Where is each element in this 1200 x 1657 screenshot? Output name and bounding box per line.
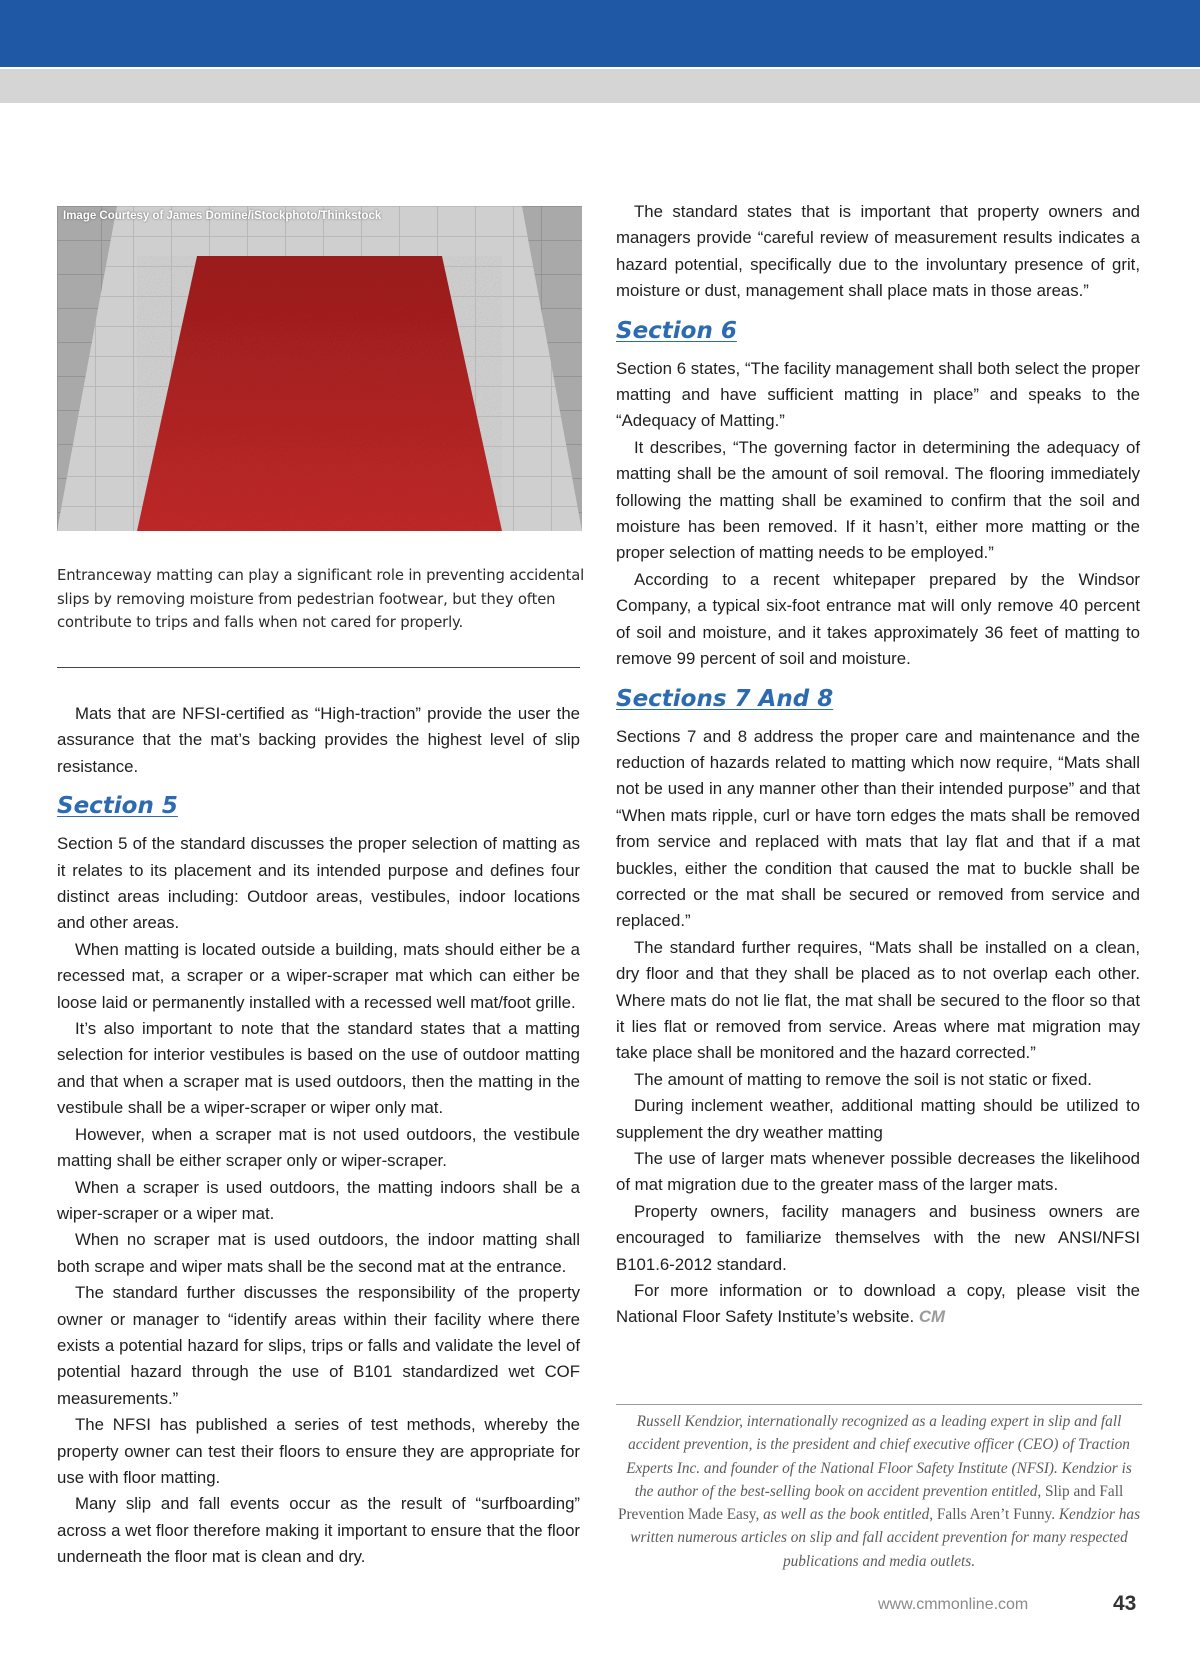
body-paragraph: The use of larger mats whenever possible decreases the likelihood of mat migration due to the greater mass of the larger mats. (616, 1149, 1140, 1195)
section-6-heading: Section 6 (616, 317, 737, 344)
body-paragraph: Many slip and fall events occur as the result of “surfboarding” across a wet floor therefore making it important to ensure that the floor underneath the floor mat is clean and dry. (57, 1494, 580, 1567)
body-paragraph: When matting is located outside a building, mats should either be a recessed mat, a scraper or a wiper-scraper mat which can either be loose laid or permanently installed with a recessed well mat/foot grille. (57, 939, 580, 1012)
bio-divider (616, 1404, 1142, 1405)
body-paragraph: Section 6 states, “The facility management shall both select the proper matting and have sufficient matting in place” and speaks to the “Adequacy of Matting.” (616, 358, 1140, 431)
photo-credit: Image Courtesy of James Domine/iStockphoto/Thinkstock (63, 210, 382, 222)
footer-url: www.cmmonline.com (878, 1596, 1029, 1613)
left-column (57, 701, 580, 1571)
caption-divider (57, 667, 580, 668)
body-paragraph: The NFSI has published a series of test methods, whereby the property owner can test their floors to ensure they are appropriate for use with floor matting. (57, 1415, 580, 1487)
photo-caption: Entranceway matting can play a significant role in preventing accidental slips by removing moisture from pedestrian footwear, but they often contribute to trips and falls when not cared for properly. (57, 567, 585, 631)
body-paragraph: The standard further discusses the responsibility of the property owner or manager to “identify areas within their facility where there exists a potential hazard for slips, trips or falls and validate the level of potential hazard through the use of B101 standardized wet COF measurements.” (57, 1283, 580, 1408)
bio-text: Kendzior has written numerous articles on slip and fall accident prevention for many respected publications and media outlets. (630, 1506, 1141, 1570)
right-column (616, 199, 1140, 1331)
bio-text: as well as the book entitled, (763, 1506, 934, 1524)
header-gray-band (0, 69, 1200, 103)
closing-paragraph (616, 1278, 1140, 1331)
bio-book-title: Falls Aren’t Funny. (936, 1506, 1056, 1524)
body-paragraph: Section 5 of the standard discusses the proper selection of matting as it relates to its placement and its intended purpose and defines four distinct areas including: Outdoor areas, vestibules, indoor locations and other areas. (57, 834, 580, 933)
body-paragraph: Property owners, facility managers and business owners are encouraged to familiarize themselves with the new ANSI/NFSI B101.6-2012 standard. (616, 1201, 1140, 1274)
body-paragraph: According to a recent whitepaper prepared by the Windsor Company, a typical six-foot entrance mat will only remove 40 percent of soil and moisture, and it takes approximately 36 feet of matting to remove 99 percent of soil and moisture. (616, 569, 1140, 669)
page-number: 43 (1113, 1592, 1137, 1615)
sections-7-8-heading: Sections 7 And 8 (616, 685, 834, 712)
body-paragraph: It describes, “The governing factor in determining the adequacy of matting shall be the amount of soil removal. The flooring immediately following the matting shall be examined to confirm that the soil and moisture has been removed. If it hasn’t, either more matting or the proper selection of matting needs to be employed.” (616, 437, 1140, 563)
closing-text: For more information or to download a copy, please visit the National Floor Safety Institute’s website. (616, 1281, 1140, 1327)
body-paragraph: When a scraper is used outdoors, the matting indoors shall be a wiper-scraper or a wiper mat. (57, 1177, 580, 1223)
body-paragraph: When no scraper mat is used outdoors, the indoor matting shall both scrape and wiper mats shall be the second mat at the entrance. (57, 1230, 580, 1276)
body-paragraph: Sections 7 and 8 address the proper care and maintenance and the reduction of hazards related to matting which now require, “Mats shall not be used in any manner other than their intended purpose” and that “When mats ripple, curl or have torn edges the mats shall be removed from service and replaced with mats that lay flat and that if a mat buckles, either the condition that caused the mat to buckle shall be corrected or the mat shall be secured or removed from service and replaced.” (616, 726, 1140, 931)
intro-paragraph: The standard states that is important that property owners and managers provide “careful review of measurement results indicates a hazard potential, specifically due to the involuntary presence of grit, moisture or dust, management shall place mats in those areas.” (616, 202, 1140, 301)
body-paragraph: The amount of matting to remove the soil is not static or fixed. (634, 1069, 1092, 1089)
bio-book-title: Slip and Fall Prevention Made Easy, (617, 1482, 1124, 1524)
end-mark: CM (918, 1307, 945, 1327)
body-paragraph: During inclement weather, additional matting should be utilized to supplement the dry weather matting (616, 1096, 1140, 1142)
header-blue-band (0, 0, 1200, 67)
body-paragraph: However, when a scraper mat is not used outdoors, the vestibule matting shall be either scraper only or wiper-scraper. (57, 1124, 580, 1171)
section-5-heading: Section 5 (57, 793, 178, 820)
red-carpet (137, 256, 502, 531)
body-paragraph: The standard further requires, “Mats shall be installed on a clean, dry floor and that they shall be placed as to not overlap each other. Where mats do not lie flat, the mat shall be secured to the floor so that it lies flat or removed from service. Areas where mat migration may take place shall be monitored and the hazard corrected.” (616, 937, 1140, 1063)
bio-text: Russell Kendzior, internationally recognized as a leading expert in slip and fall accident prevention, is the president and chief executive officer (CEO) of Traction Experts Inc. and founder of the National Floor Safety Institute (NFSI). Kendzior is the author of the best-selling book on accident prevention entitled, (626, 1413, 1132, 1500)
entrance-mat-illustration (57, 206, 582, 531)
intro-paragraph: Mats that are NFSI-certified as “High-traction” provide the user the assurance that the mat’s backing provides the highest level of slip resistance. (57, 704, 580, 776)
body-paragraph: It’s also important to note that the standard states that a matting selection for interior vestibules is based on the use of outdoor matting and that when a scraper mat is used outdoors, then the matting in the vestibule shall be a wiper-scraper or wiper only mat. (57, 1019, 580, 1118)
author-bio (616, 1410, 1142, 1573)
entrance-mat-photo (57, 206, 582, 531)
